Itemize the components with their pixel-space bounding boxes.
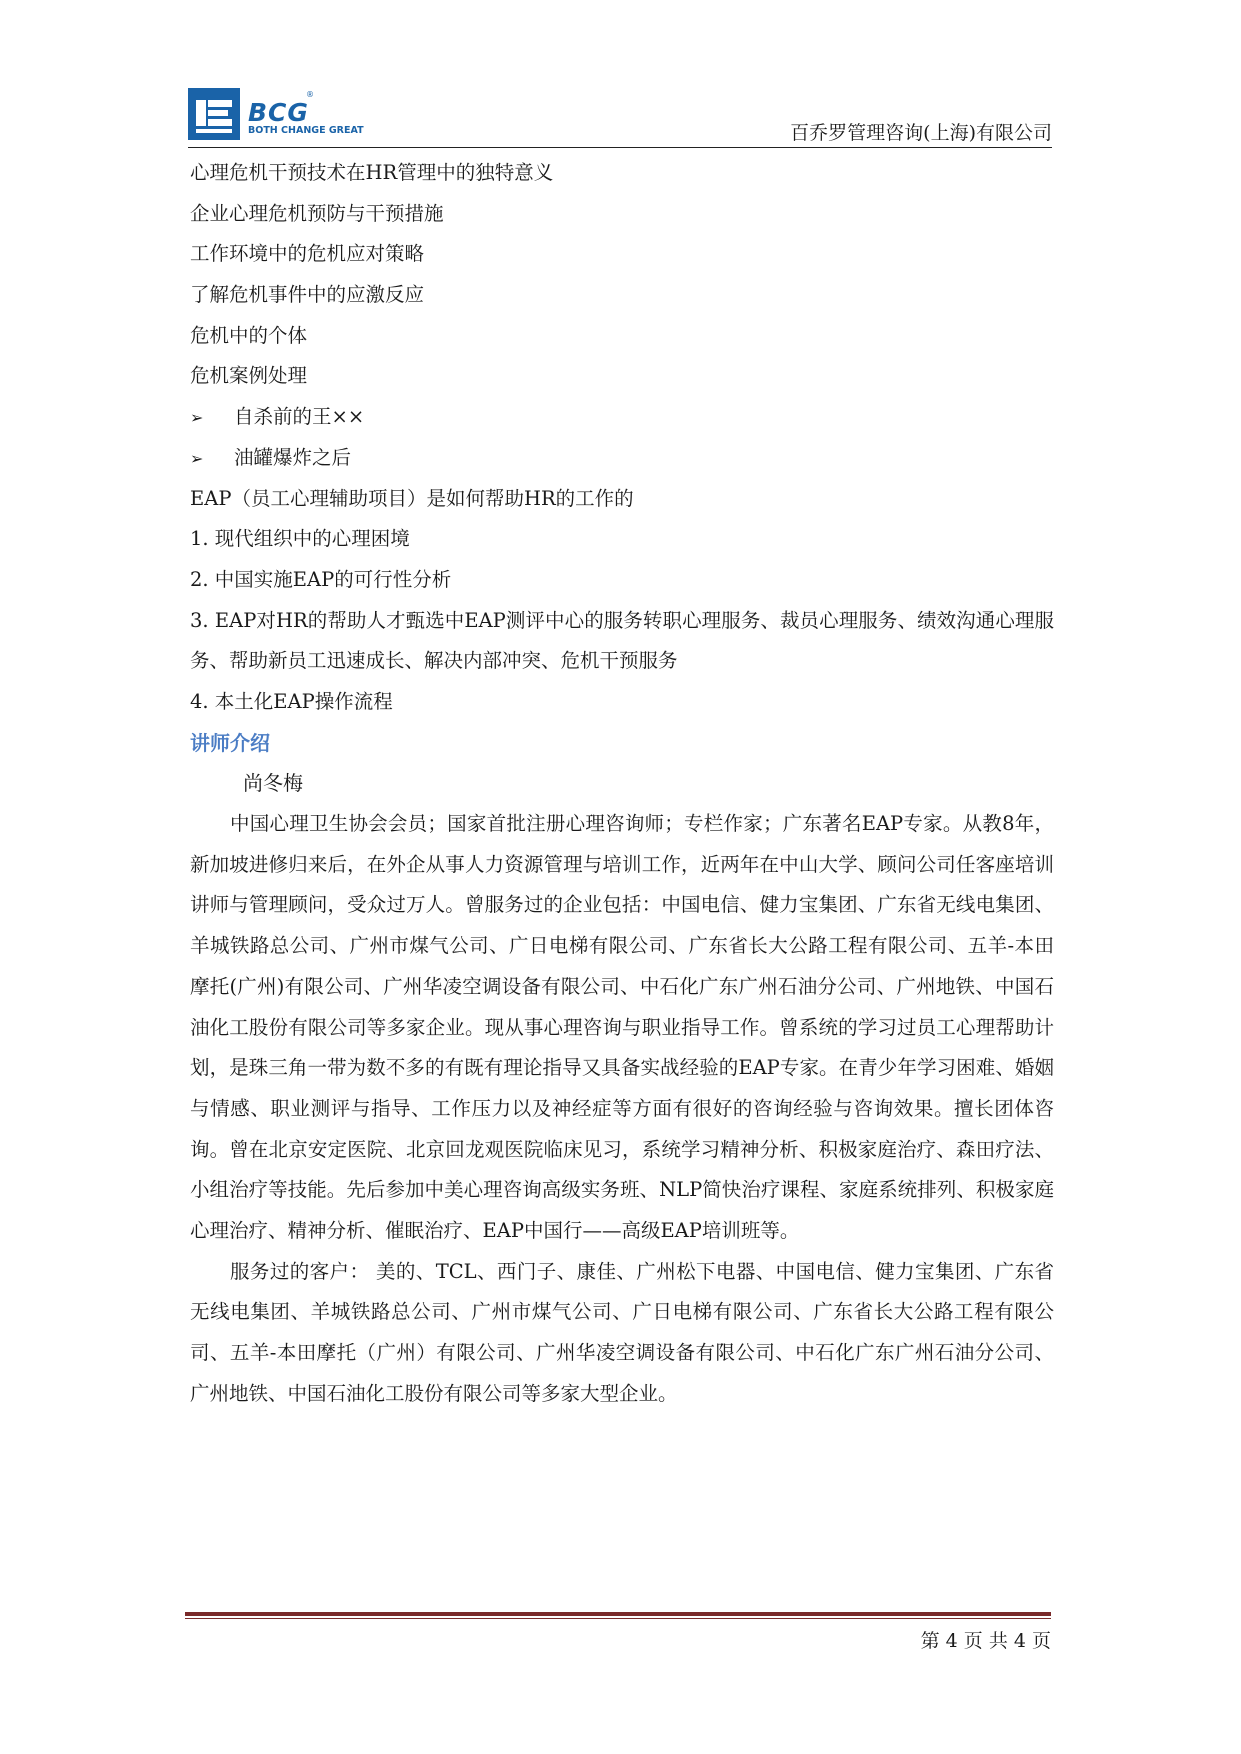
eap-item: 1. 现代组织中的心理困境: [190, 527, 410, 551]
case-bullet: [190, 397, 1054, 438]
outline-item: 工作环境中的危机应对策略: [190, 242, 425, 266]
footer-divider-thin: [185, 1618, 1051, 1619]
outline-item: 危机中的个体: [190, 323, 308, 347]
footer-divider-thick: [185, 1612, 1051, 1616]
arrow-bullet-icon: ➢: [190, 408, 204, 428]
header-divider: [188, 147, 1052, 148]
page-content: [190, 153, 1054, 1415]
outline-item: 危机案例处理: [190, 364, 308, 388]
instructor-bio: 中国心理卫生协会会员；国家首批注册心理咨询师；专栏作家；广东著名EAP专家。从教8年，新加坡进修归来后，在外企从事人力资源管理与培训工作，近两年在中山大学、顾问公司任客座培训讲师与管理顾问，受众过万人。曾服务过的企业包括：中国电信、健力宝集团、广东省无线电集团、羊城铁路总公司、广州市煤气公司、广日电梯有限公司、广东省长大公路工程有限公司、五羊-本田摩托(广州)有限公司、广州华凌空调设备有限公司、中石化广东广州石油分公司、广州地铁、中国石油化工股份有限公司等多家企业。现从事心理咨询与职业指导工作。曾系统的学习过员工心理帮助计划，是珠三角一带为数不多的有既有理论指导又具备实战经验的EAP专家。在青少年学习困难、婚姻与情感、职业测评与指导、工作压力以及神经症等方面有很好的咨询经验与咨询效果。擅长团体咨询。曾在北京安定医院、北京回龙观医院临床见习，系统学习精神分析、积极家庭治疗、森田疗法、小组治疗等技能。先后参加中美心理咨询高级实务班、NLP简快治疗课程、家庭系统排列、积极家庭心理治疗、精神分析、催眠治疗、EAP中国行——高级EAP培训班等。: [190, 812, 1054, 1243]
instructor-clients: 服务过的客户： 美的、TCL、西门子、康佳、广州松下电器、中国电信、健力宝集团、广东省无线电集团、羊城铁路总公司、广州市煤气公司、广日电梯有限公司、广东省长大公路工程有限公司、五羊-本田摩托（广州）有限公司、广州华凌空调设备有限公司、中石化广东广州石油分公司、广州地铁、中国石油化工股份有限公司等多家大型企业。: [190, 1259, 1054, 1405]
logo-subtitle: BOTH CHANGE GREAT: [248, 125, 364, 136]
eap-item: 2. 中国实施EAP的可行性分析: [190, 567, 452, 591]
eap-item: 3. EAP对HR的帮助人才甄选中EAP测评中心的服务转职心理服务、裁员心理服务、绩效沟通心理服务、帮助新员工迅速成长、解决内部冲突、危机干预服务: [190, 608, 1054, 673]
company-logo: [188, 88, 368, 140]
instructor-name: 尚冬梅: [243, 771, 303, 796]
company-name: 百乔罗管理咨询(上海)有限公司: [790, 122, 1052, 144]
outline-item: 了解危机事件中的应激反应: [190, 283, 425, 307]
logo-text: BCG: [248, 98, 309, 127]
eap-title: EAP（员工心理辅助项目）是如何帮助HR的工作的: [190, 486, 634, 510]
bcg-logo-icon: [188, 88, 240, 140]
case-bullet-label: 油罐爆炸之后: [234, 445, 352, 469]
outline-item: 心理危机干预技术在HR管理中的独特意义: [190, 161, 554, 184]
case-bullet-label: 自杀前的王××: [234, 405, 365, 429]
logo-registered-mark: ®: [306, 90, 314, 99]
eap-item: 4. 本土化EAP操作流程: [190, 689, 393, 713]
arrow-bullet-icon: ➢: [190, 448, 204, 468]
outline-item: 企业心理危机预防与干预措施: [190, 201, 444, 225]
case-bullet: [190, 438, 1054, 479]
instructor-heading: 讲师介绍: [190, 730, 270, 755]
page-number: 第 4 页 共 4 页: [920, 1630, 1051, 1652]
